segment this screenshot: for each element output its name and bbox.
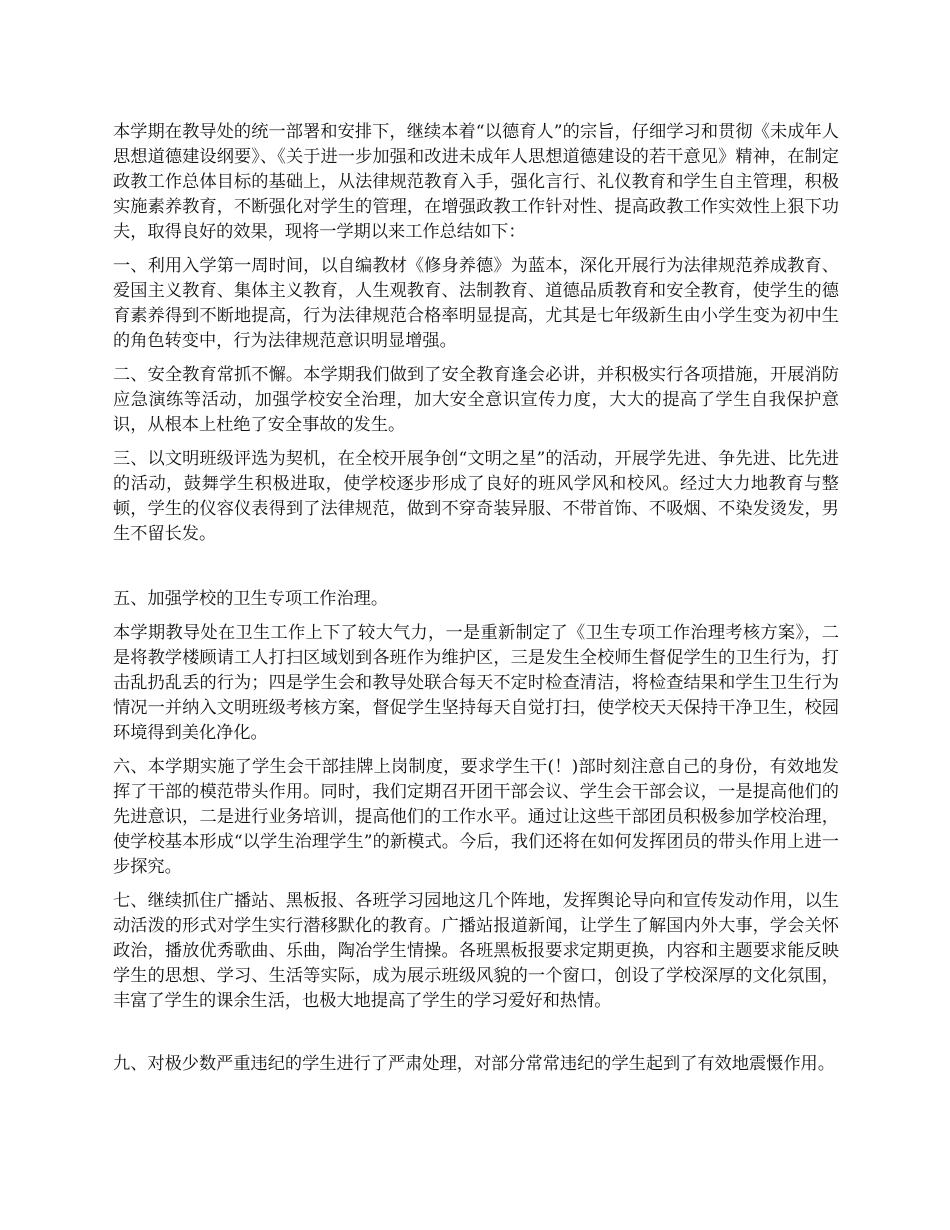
section-six-paragraph: 六、本学期实施了学生会干部挂牌上岗制度，要求学生干(！)部时刻注意自己的身份，有效地发挥了干部的模范带头作用。同时，我们定期召开团干部会议、学生会干部会议，一是提高他们的先进意识，二是进行业务培训，提高他们的工作水平。通过让这些干部团员积极参加学校治理，使学校基本形成“以学生治理学生”的新模式。今后，我们还将在如何发挥团员的带头作用上进一步探究。 <box>113 757 839 877</box>
section-nine-paragraph: 九、对极少数严重违纪的学生进行了严肃处理，对部分常常违纪的学生起到了有效地震慑作用。 <box>113 1054 835 1074</box>
section-five-heading: 五、加强学校的卫生专项工作治理。 <box>113 589 389 609</box>
section-one-paragraph: 一、利用入学第一周时间，以自编教材《修身养德》为蓝本，深化开展行为法律规范养成教育、爱国主义教育、集体主义教育，人生观教育、法制教育、道德品质教育和安全教育，使学生的德育素养得到不断地提高，行为法律规范合格率明显提高，尤其是七年级新生由小学生变为初中生的角色转变中，行为法律规范意识明显增强。 <box>113 256 839 351</box>
document-body <box>113 120 839 1086</box>
section-two-paragraph: 二、安全教育常抓不懈。本学期我们做到了安全教育逢会必讲，并积极实行各项措施，开展消防应急演练等活动，加强学校安全治理，加大安全意识宣传力度，大大的提高了学生自我保护意识，从根本上杜绝了安全事故的发生。 <box>113 365 839 435</box>
section-seven-paragraph: 七、继续抓住广播站、黑板报、各班学习园地这几个阵地，发挥舆论导向和宣传发动作用，以生动活泼的形式对学生实行潜移默化的教育。广播站报道新闻，让学生了解国内外大事，学会关怀政治，播放优秀歌曲、乐曲，陶冶学生情操。各班黑板报要求定期更换，内容和主题要求能反映学生的思想、学习、生活等实际，成为展示班级风貌的一个窗口，创设了学校深厚的文化氛围，丰富了学生的课余生活，也极大地提高了学生的学习爱好和热情。 <box>113 891 839 1011</box>
intro-paragraph: 本学期在教导处的统一部署和安排下，继续本着“以德育人”的宗旨，仔细学习和贯彻《未成年人思想道德建设纲要》、《关于进一步加强和改进未成年人思想道德建设的若干意见》精神，在制定政教工作总体目标的基础上，从法律规范教育入手，强化言行、礼仪教育和学生自主管理，积极实施素养教育，不断强化对学生的管理，在增强政教工作针对性、提高政教工作实效性上狠下功夫，取得良好的效果，现将一学期以来工作总结如下： <box>113 122 839 242</box>
section-three-paragraph: 三、以文明班级评选为契机，在全校开展争创“文明之星”的活动，开展学先进、争先进、比先进的活动，鼓舞学生积极进取，使学校逐步形成了良好的班风学风和校风。经过大力地教育与整顿，学生的仪容仪表得到了法律规范，做到不穿奇装异服、不带首饰、不吸烟、不染发烫发，男生不留长发。 <box>113 449 839 544</box>
section-five-paragraph: 本学期教导处在卫生工作上下了较大气力，一是重新制定了《卫生专项工作治理考核方案》，二是将教学楼顾请工人打扫区域划到各班作为维护区，三是发生全校师生督促学生的卫生行为，打击乱扔乱丢的行为；四是学生会和教导处联合每天不定时检查清洁，将检查结果和学生卫生行为情况一并纳入文明班级考核方案，督促学生坚持每天自觉打扫，使学校天天保持干净卫生，校园环境得到美化净化。 <box>113 623 839 743</box>
